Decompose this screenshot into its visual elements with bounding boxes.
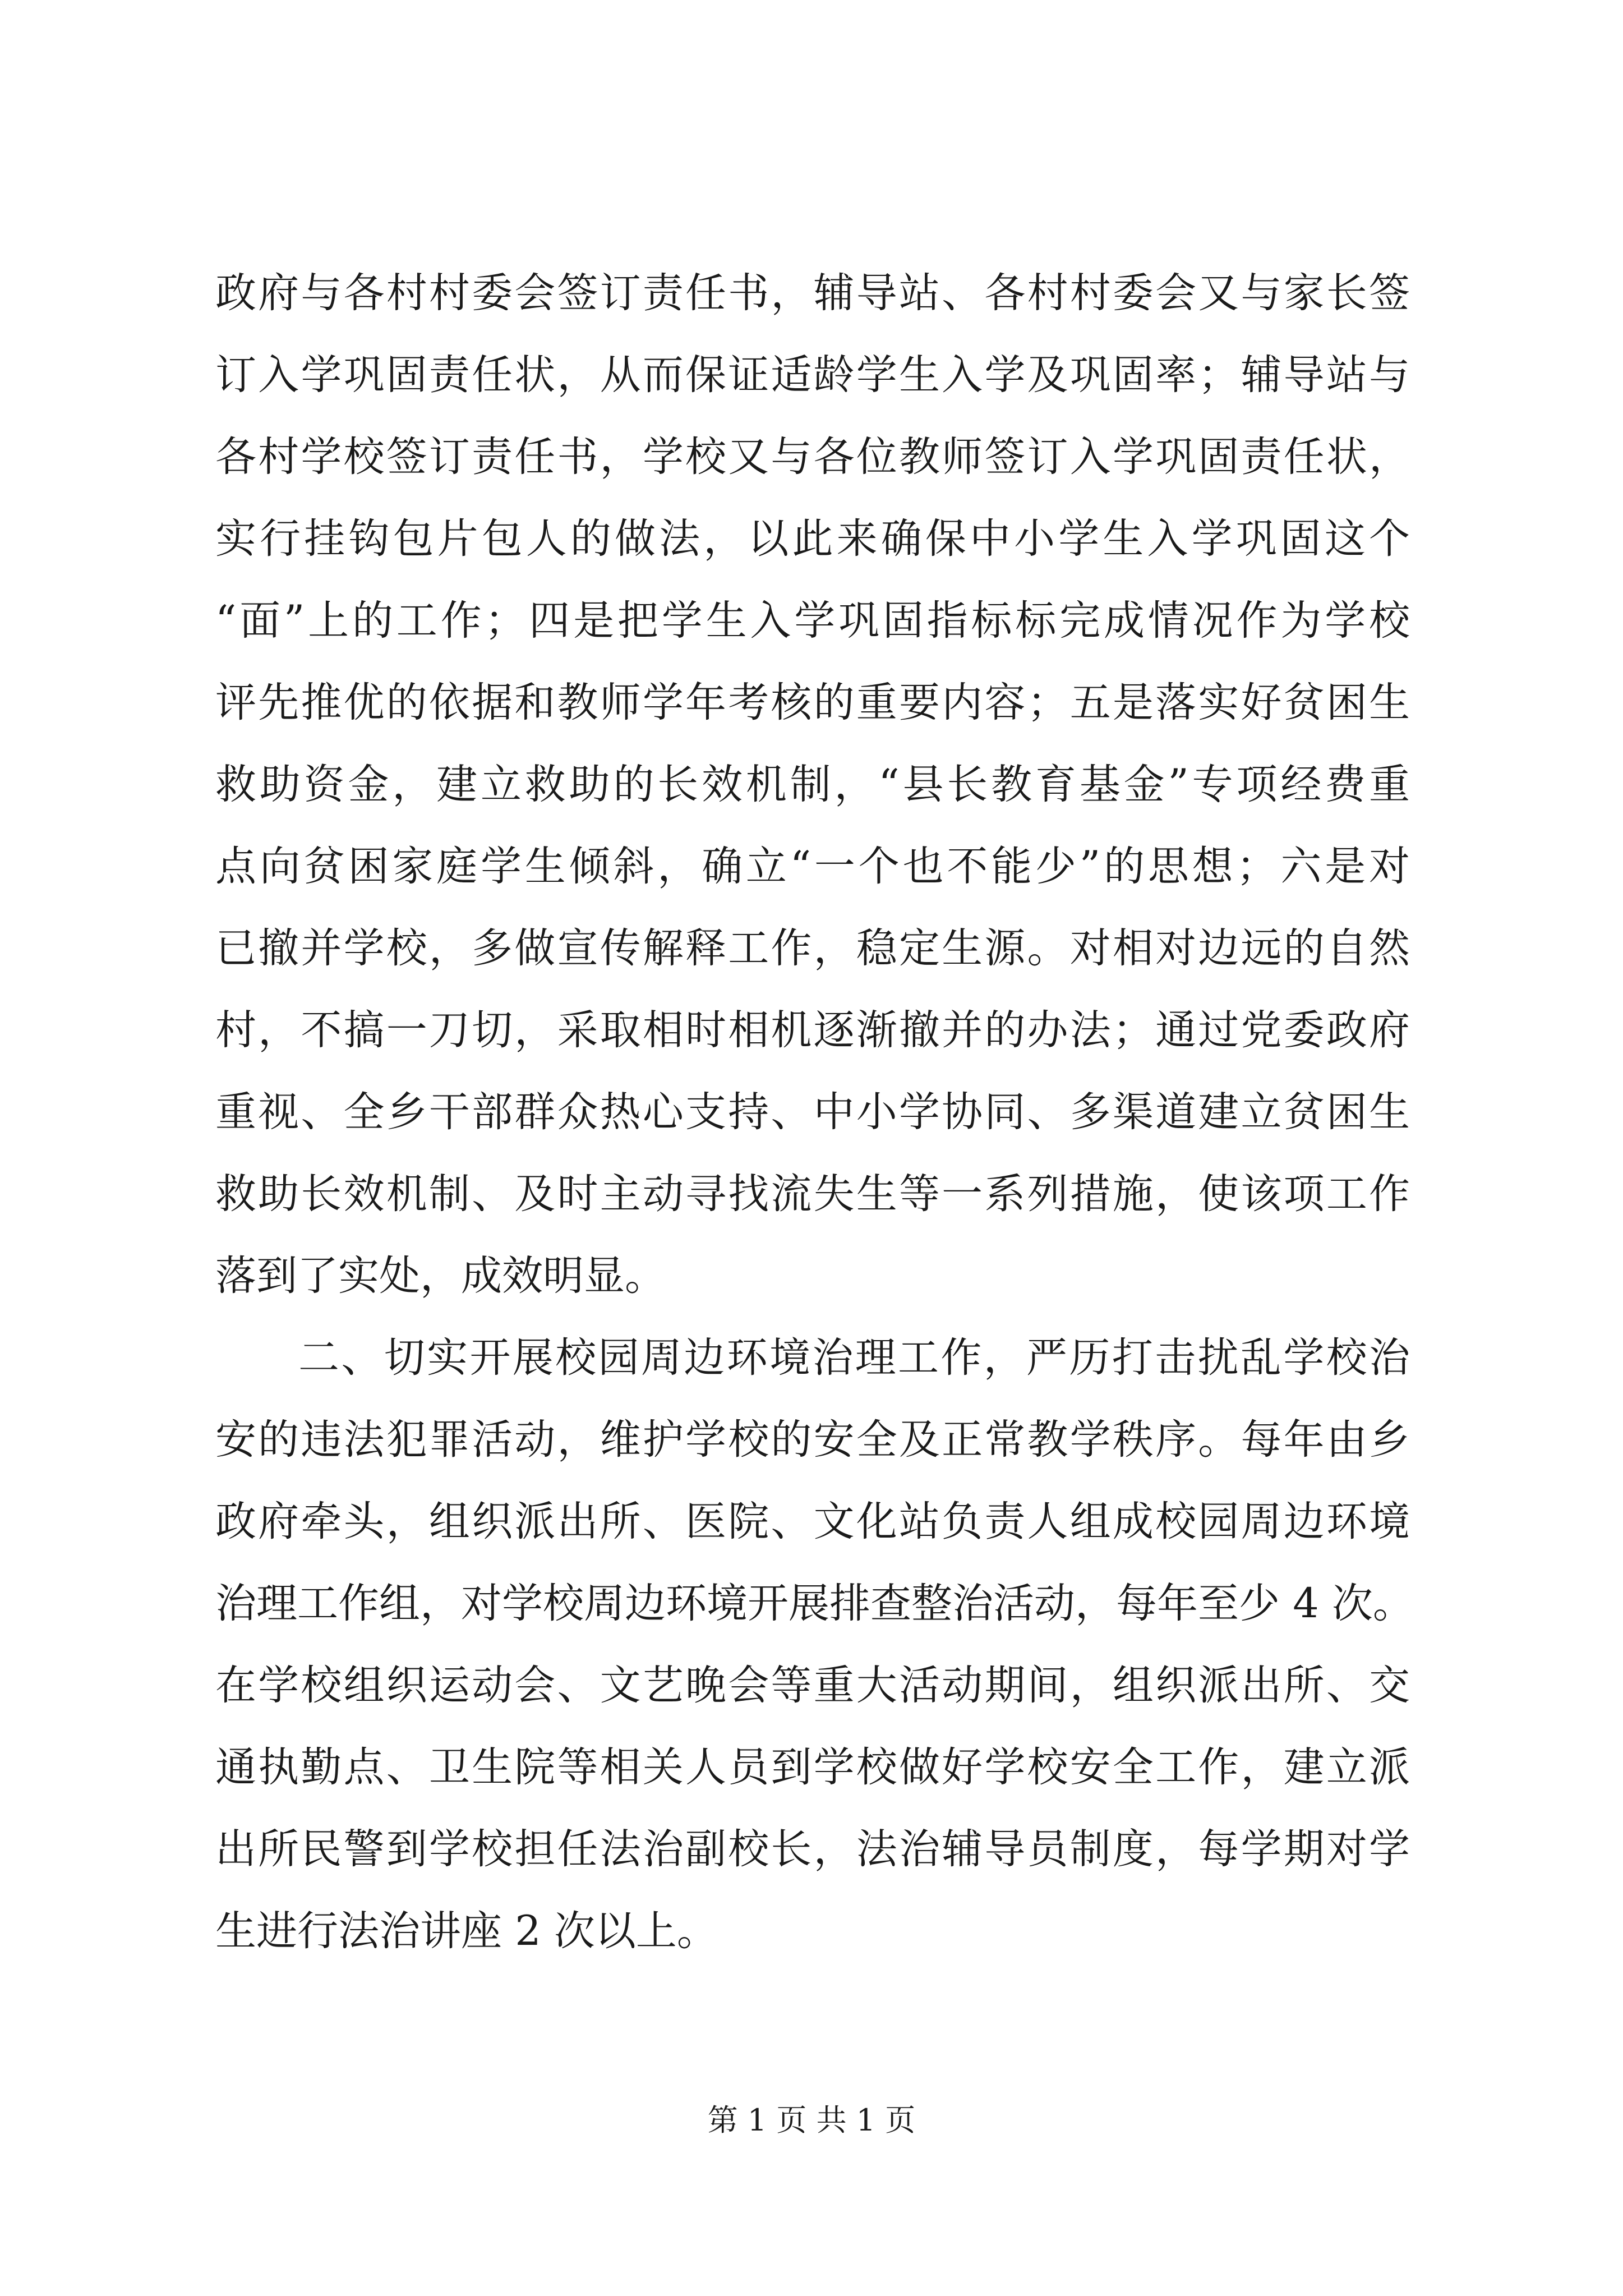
page-number-label: 第 1 页 共 1 页 — [707, 2102, 916, 2138]
text-line: 各村学校签订责任书，学校又与各位教师签订入学巩固责任状， — [215, 433, 1410, 481]
text-line: 治理工作组，对学校周边环境开展排查整治活动，每年至少 4 次。 — [215, 1580, 1414, 1627]
text-line: 在学校组织运动会、文艺晚会等重大活动期间，组织派出所、交 — [215, 1662, 1410, 1709]
document-body — [215, 252, 1414, 1972]
page-footer — [0, 2101, 1623, 2140]
text-line: 评先推优的依据和教师学年考核的重要内容；五是落实好贫困生 — [215, 679, 1410, 726]
text-line: 村，不搞一刀切，采取相时相机逐渐撤并的办法；通过党委政府 — [215, 1006, 1410, 1054]
text-line: 通执勤点、卫生院等相关人员到学校做好学校安全工作，建立派 — [215, 1743, 1410, 1791]
text-line: 救助长效机制、及时主动寻找流失生等一系列措施，使该项工作 — [215, 1170, 1410, 1218]
text-line: 政府牵头，组织派出所、医院、文化站负责人组成校园周边环境 — [215, 1498, 1410, 1545]
text-line: 落到了实处，成效明显。 — [215, 1252, 666, 1300]
text-line: 政府与各村村委会签订责任书，辅导站、各村村委会又与家长签 — [215, 269, 1410, 317]
text-line: 出所民警到学校担任法治副校长，法治辅导员制度，每学期对学 — [215, 1825, 1410, 1873]
text-line: 实行挂钩包片包人的做法，以此来确保中小学生入学巩固这个 — [215, 515, 1410, 563]
paragraph-1 — [215, 252, 1410, 1317]
text-line: “面”上的工作；四是把学生入学巩固指标标完成情况作为学校 — [215, 597, 1410, 645]
text-line: 点向贫困家庭学生倾斜，确立“一个也不能少”的思想；六是对 — [215, 843, 1410, 890]
text-line: 订入学巩固责任状，从而保证适龄学生入学及巩固率；辅导站与 — [215, 351, 1410, 399]
text-line: 已撤并学校，多做宣传解释工作，稳定生源。对相对边远的自然 — [215, 924, 1410, 972]
text-line: 安的违法犯罪活动，维护学校的安全及正常教学秩序。每年由乡 — [215, 1416, 1410, 1464]
text-line: 救助资金，建立救助的长效机制，“县长教育基金”专项经费重 — [215, 761, 1410, 808]
text-line: 生进行法治讲座 2 次以上。 — [215, 1907, 718, 1955]
text-line: 二、切实开展校园周边环境治理工作，严历打击扰乱学校治 — [298, 1334, 1410, 1382]
paragraph-2 — [215, 1317, 1414, 1972]
text-line: 重视、全乡干部群众热心支持、中小学协同、多渠道建立贫困生 — [215, 1088, 1410, 1136]
